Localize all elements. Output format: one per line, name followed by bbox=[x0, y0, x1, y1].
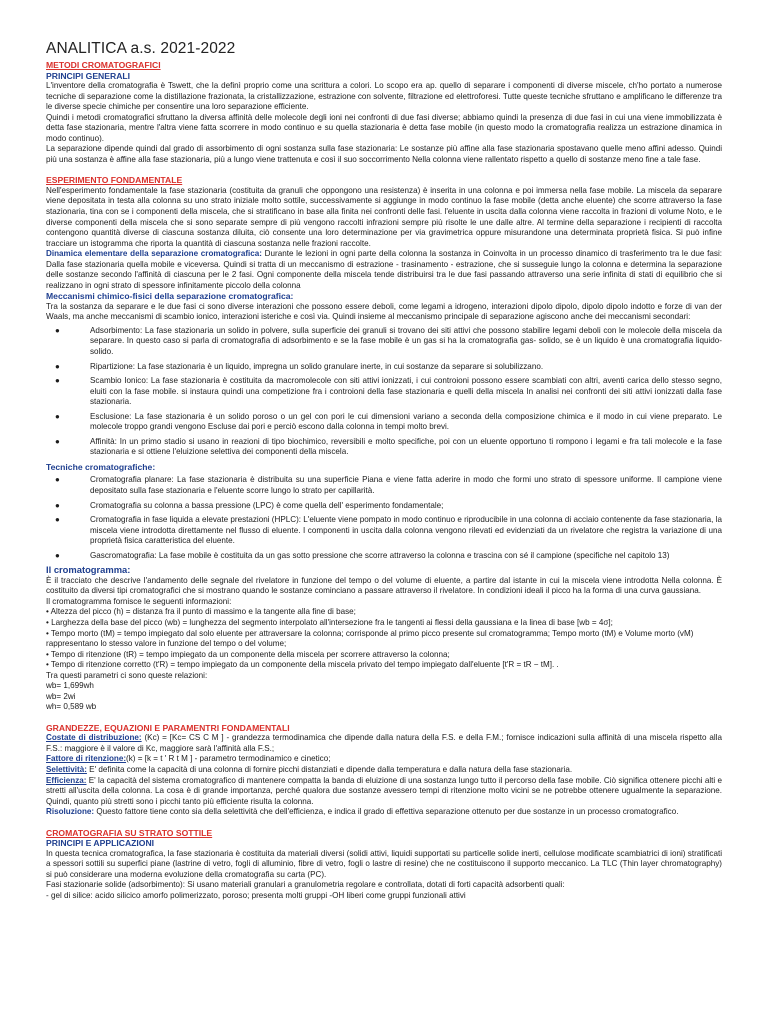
section-grandezze bbox=[46, 723, 722, 818]
text-efficienza: E' la capacità del sistema cromatografico di mantenere compatta la banda di eluizione di una sostanza lungo tutto il percorso della fase mobile. Ciò significa ottenere picchi alti e stretti all'uscita della colonna. La cosa è di grande importanza, perché qualora due sostanze avessero tempi di ritenzione molto vicini se ne potrebbe ottenere ugualmente la separazione. Quindi, quanto più stretti sono i picchi tanto più efficiente risulta la colonna. bbox=[46, 775, 722, 806]
heading-principi-applicazioni: PRINCIPI E APPLICAZIONI bbox=[46, 838, 155, 849]
bullet-icon: ● bbox=[55, 550, 60, 560]
bullet-icon: ● bbox=[55, 411, 60, 421]
list-item-text: Cromatografia su colonna a bassa pressione (LPC) è come quella dell' esperimento fondamentale; bbox=[90, 500, 444, 510]
text-risoluzione: Questo fattore tiene conto sia della selettività che dell'efficienza, e indica il grado di effettiva separazione ottenuto per due sostanze in un processo cromatografico. bbox=[94, 807, 679, 817]
list-item-text: Cromatografia planare: La fase stazionaria è distribuita su una superficie Piana e viene fatta aderire in modo che formi uno strato di spessore uniforme. Il campione viene depositato sulla fase stazionaria e l'eluente scorre lungo lo strato per capillarità. bbox=[90, 475, 722, 495]
list-item bbox=[46, 475, 722, 496]
document-title: ANALITICA a.s. 2021-2022 bbox=[46, 40, 236, 57]
heading-tecniche: Tecniche cromatografiche: bbox=[46, 461, 156, 472]
info-line: • Altezza del picco (h) = distanza fra il punto di massimo e la tangente alla fine di base; bbox=[46, 607, 356, 617]
info-line: Il cromatogramma fornisce le seguenti informazioni: bbox=[46, 596, 232, 606]
bullet-icon: ● bbox=[55, 436, 60, 446]
bullet-icon: ● bbox=[55, 500, 60, 510]
section-cromatogramma bbox=[46, 565, 722, 713]
paragraph-dinamica bbox=[46, 249, 722, 291]
formula-line: wh= 0,589 wb bbox=[46, 702, 97, 712]
info-line: • Larghezza della base del picco (wb) = lunghezza del segmento interpolato all'intersezione fra le tangenti ai flessi della gaussiana e la linea di base [wb = 4σ]; bbox=[46, 617, 613, 627]
list-item-text: Ripartizione: La fase stazionaria è un liquido, impregna un solido granulare inerte, in cui sostanze da separare si solubilizzano. bbox=[90, 361, 544, 371]
heading-cromatogramma: Il cromatogramma: bbox=[46, 564, 131, 576]
techniques-list bbox=[46, 475, 722, 561]
label-risoluzione: Risoluzione: bbox=[46, 807, 95, 817]
info-line: Tra questi parametri ci sono queste relazioni: bbox=[46, 670, 208, 680]
label-fattore: Fattore di ritenzione: bbox=[46, 754, 127, 764]
list-item-text: Cromatografia in fase liquida a elevate prestazioni (HPLC): L'eluente viene pompato in modo continuo e riproducibile in una colonna di acciaio contenente da fase stazionaria, la miscela viene introdotta direttamente nel flusso di eluente. I componenti in uscita dalla colonna vengono rilevati ed evidenziati da un rivelatore che registra la variazione di una proprietà fisica caratteristica del eluente. bbox=[90, 515, 722, 546]
mechanism-list bbox=[46, 326, 722, 458]
list-item bbox=[46, 551, 722, 562]
label-costante: Costate di distribuzione: bbox=[46, 733, 142, 743]
label-dinamica: Dinamica elementare della separazione cromatografica: bbox=[46, 249, 262, 259]
heading-metodi-cromatografici: METODI CROMATOGRAFICI bbox=[46, 60, 161, 70]
formula-line: wb= 2wi bbox=[46, 691, 76, 701]
list-item bbox=[46, 362, 722, 373]
paragraph-inventore: L'inventore della cromatografia è Tswett, che la definì proprio come una scrittura a colori. Lo scopo era ap. quello di separare i componenti di diverse miscele, ch'ho portato a numerose tecniche di separazione come la distillazione frazionata, la cristallizzazione, estrazione con solvente, filtrazione ed elettroforesi. Tutte queste tecniche sfruttano e amplificano le differenze tra le diverse specie chimiche per consentire una loro separazione efficiente. bbox=[46, 81, 722, 112]
formula-line: wb= 1,699wh bbox=[46, 681, 94, 691]
list-item bbox=[46, 515, 722, 547]
info-line: • Tempo di ritenzione (tR) = tempo impiegato da un componente della miscela per scorrere attraverso la colonna; bbox=[46, 649, 450, 659]
bullet-icon: ● bbox=[55, 475, 60, 485]
list-item bbox=[46, 412, 722, 433]
param-fattore bbox=[46, 754, 722, 765]
list-item-text: Esclusione: La fase stazionaria è un solido poroso o un gel con pori le cui dimensioni variano a seconda della composizione chimica e il modo in cui viene preparato. Le molecole troppo grandi vengono Escluse dai pori e perciò escono dalla colonna in tempi molto brevi. bbox=[90, 411, 722, 432]
text-fattore: (k) = [k = t ' R t M ] - parametro termodinamico e cinetico; bbox=[126, 754, 331, 764]
list-item bbox=[46, 326, 722, 358]
heading-meccanismi: Meccanismi chimico-fisici della separazione cromatografica: bbox=[46, 291, 294, 302]
heading-grandezze: GRANDEZZE, EQUAZIONI E PARAMENTRI FONDAMENTALI bbox=[46, 722, 290, 733]
param-costante bbox=[46, 733, 722, 754]
list-item bbox=[46, 376, 722, 408]
param-risoluzione bbox=[46, 807, 722, 818]
list-item-text: Gascromatografia: La fase mobile è costituita da un gas sotto pressione che scorre attraverso la colonna e trascina con sé il campione (specifiche nel capitolo 13) bbox=[90, 550, 670, 560]
list-item bbox=[46, 437, 722, 458]
bullet-icon: ● bbox=[55, 325, 60, 335]
label-selettivita: Selettività: bbox=[46, 765, 87, 775]
paragraph-fasi-solide: Fasi stazionarie solide (adsorbimento): Si usano materiali granulari a granulometria regolare e controllata, dotati di forti capacità adsorbenti quali: bbox=[46, 880, 565, 890]
paragraph-esperimento: Nell'esperimento fondamentale la fase stazionaria (costituita da granuli che oppongono una resistenza) è inserita in una colonna e poi immersa nella fase mobile. La miscela da separare viene depositata in testa alla colonna su uno strato iniziale molto sottile, successivamente si aggiunge in modo continuo la fase mobile (detta anche eluente) che scorre attraverso la fase stazionaria, tina con se i componenti della miscela, che si stratificano in base alla finita nei confronti delle fasi. l'eluente in uscita dalla colonna viene raccolta in frazioni di volume Noto, e le diverse componenti della miscela che si sono separate sempre di più vengono raccolti infrazioni sempre più risolte le une dalle altre. Al termine della separazione i recipienti di raccolta contengono quantità diverse di ciascuna sostanza diluita, ciò consente una loro determinazione per via gravimetrica oppure misurandone una determinata proprietà fisica. Si può infine tracciare un istogramma che riporta la quantità di ciascuna sostanza nelle frazioni raccolte. bbox=[46, 185, 722, 248]
section-strato-sottile bbox=[46, 828, 722, 902]
bullet-icon: ● bbox=[55, 376, 60, 386]
paragraph-separazione: La separazione dipende quindi dal grado di assorbimento di ogni sostanza sulla fase stazionaria: Le sostanze più affine alla fase stazionaria spostavano quelle meno affini adesso. Quindi più una sostanza è affine alla fase stazionaria, più a lungo viene trattenuta e così il suo soccorrimento Nella colonna viene rallentato rispetto a quello di sostanze meno fine a tale fase. bbox=[46, 144, 722, 164]
paragraph-meccanismi: Tra la sostanza da separare e le due fasi ci sono diverse interazioni che possono essere deboli, come legami a idrogeno, interazioni dipolo dipolo, dipolo dipolo indotto e forze di van der Waals, ma anche meccanismi di scambio ionico, interazioni isteriche e così via. Quindi insieme al meccanismo principale di separazione agiscono anche dei meccanismi secondari: bbox=[46, 301, 722, 322]
list-item-text: Adsorbimento: La fase stazionaria un solido in polvere, sulla superficie dei granuli si trovano dei siti attivi che possono stabilire legami deboli con le molecole della miscela da separare. In questo caso si parla di cromatografia di adsorbimento e se la fase mobile è un gas si ha la cromatografia gas- solido, se è un liquido è una cromatografia liquido- solido. bbox=[90, 325, 722, 357]
info-line: • Tempo di ritenzione corretto (t'R) = tempo impiegato da un componente della miscela privato del tempo impiegato dall'eluente [t'R = tR − tM]. . bbox=[46, 660, 559, 670]
info-line: • Tempo morto (tM) = tempo impiegato dal solo eluente per attraversare la colonna; corrisponde al primo picco presente sul cromatogramma; Tempo morto (tM) e Volume morto (vM) rappresentano lo stesso valore in funzione del tempo o del volume; bbox=[46, 628, 694, 649]
text-costante: (Kc) = [Kc= CS C M ] - grandezza termodinamica che dipende dalla natura della F.S. e della F.M.; fornisce indicazioni sulla affinità di una miscela rispetto alla F.S.: maggiore è il valore di Kc, maggiore sarà l'affinità alla F.S.; bbox=[46, 733, 722, 753]
heading-strato-sottile: CROMATOGRAFIA SU STRATO SOTTILE bbox=[46, 827, 213, 838]
heading-principi-generali: PRINCIPI GENERALI bbox=[46, 70, 131, 81]
text-selettivita: E' definita come la capacità di una colonna di fornire picchi distanziati e dipende dalla temperatura e dalla natura della fase stazionaria. bbox=[86, 765, 573, 775]
section-esperimento-fondamentale bbox=[46, 175, 722, 561]
heading-esperimento-fondamentale: ESPERIMENTO FONDAMENTALE bbox=[46, 175, 183, 186]
paragraph-tlc: In questa tecnica cromatografica, la fase stazionaria è costituita da materiali diversi (solidi attivi, liquidi supportati su particelle solide inerti, cellulose modificate scambiatrici di ioni) stratificati a spessori sottili su superfici piane (lastrine di vetro, fogli di alluminio, fibre di vetro, fogli o lastre di resine) che ne costituiscono il supporto meccanico. La TLC (Thin layer chromatography) si può considerare una moderna evoluzione della cromatografia su carta (PC). bbox=[46, 848, 722, 879]
param-efficienza bbox=[46, 776, 722, 808]
bullet-icon: ● bbox=[55, 515, 60, 525]
label-efficienza: Efficienza: bbox=[46, 775, 87, 785]
param-selettivita bbox=[46, 765, 722, 776]
paragraph-cromatogramma: È il tracciato che descrive l'andamento delle segnale del rivelatore in funzione del tempo o del volume di eluente, a partire dal istante in cui la miscela viene introdotta Nella colonna. È costituito da diversi tipi cromatografici che si mostrano quando le sostanze cominciano a passare attraverso il rivelatore. In condizioni ideali il picco ha la forma di una curva gaussiana. bbox=[46, 575, 722, 596]
paragraph-gel-silice: - gel di silice: acido silicico amorfo polimerizzato, poroso; presenta molti gruppi -OH liberi come gruppi funzionali attivi bbox=[46, 890, 466, 900]
list-item bbox=[46, 501, 722, 512]
list-item-text: Affinità: In un primo stadio si usano in reazioni di tipo biochimico, reversibili e molto specifiche, poi con un eluente opportuno ti rompono i legami e fra tali molecole e la fase stazionaria e si ottiene l'eluizione selettiva dei componenti della miscela. bbox=[90, 436, 722, 457]
list-item-text: Scambio Ionico: La fase stazionaria è costituita da macromolecole con siti attivi ionizzati, i cui controioni possono essere scambiati con altri, aventi carica dello stesso segno, eluiti con la fase mobile. si instaura quindi una competizione fra i controioni della fase stazionaria e quelli della miscela In analisi nei confronti dei siti attivi ionizzati dalla fase stazionaria. bbox=[90, 376, 722, 407]
text-dinamica: Durante le lezioni in ogni parte della colonna la sostanza in Coinvolta in un processo dinamico di trasferimento tra le due fasi: Dalla fase stazionaria quella mobile e viceversa. Quindi si tratta di un meccanismo di estrazione - trasinamento - estrazione, che si susseguie lungo la colonna e determina la separazione delle sostanze secondo l'affinità di ciascuna per le 2 fasi. Ogni componente della miscela tende distribuirsi tra le due fasi passando attraverso una serie infinita di stati di equilibrio che si realizzano in ogni strato di spessore infinitamente piccolo della colonna bbox=[46, 249, 722, 290]
paragraph-metodi: Quindi i metodi cromatografici sfruttano la diversa affinità delle molecole degli ioni nei confronti di due fasi diverse; abbiamo quindi la presenza di due fasi in cui una viene immobilizzata è detta fase stazionaria, mentre l'altra viene fatta scorrere in modo continuo e su quella stazionaria è detta fase mobile (in questo modo la cromatografia realizza un estrazione dinamica in modo continuo). bbox=[46, 112, 722, 143]
bullet-icon: ● bbox=[55, 361, 60, 371]
section-metodi-cromatografici bbox=[46, 60, 722, 165]
